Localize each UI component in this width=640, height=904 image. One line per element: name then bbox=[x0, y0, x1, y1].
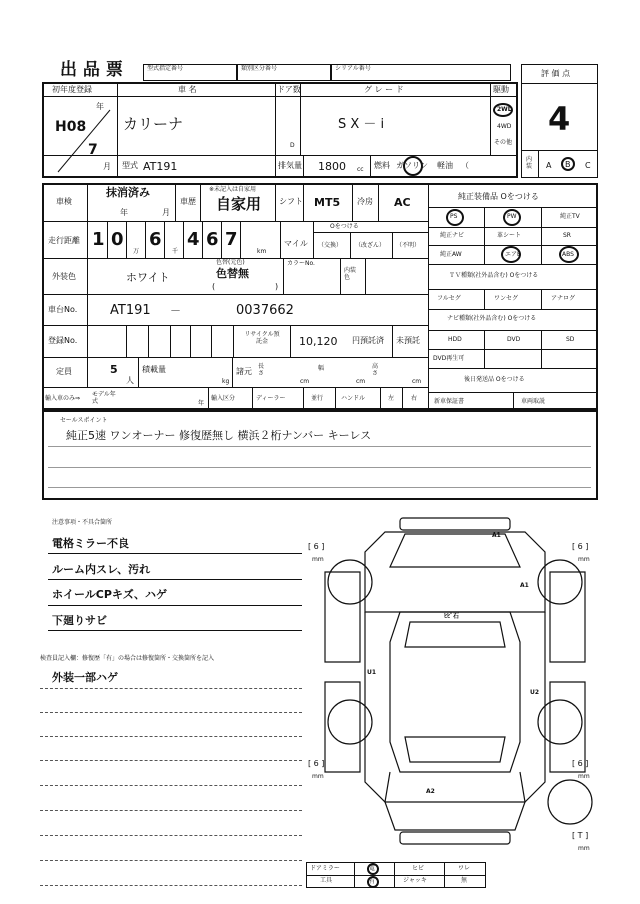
mileage-man: 万 bbox=[133, 248, 140, 255]
recycle-label: リサイクル預託金 bbox=[244, 331, 280, 346]
diagram-label-hibi: ﾋﾋﾞ石 bbox=[444, 613, 460, 620]
chassis-prefix: AT191 bbox=[110, 303, 151, 318]
mileage-digit-4: 6 bbox=[149, 229, 162, 250]
navi-title: ナビ種類(社外品含む) Oをつける bbox=[447, 315, 537, 322]
color-orig-label: 色替(元色) bbox=[216, 259, 245, 266]
fuel-label: 燃料 bbox=[374, 161, 390, 170]
footer-tool-value: 有 bbox=[369, 878, 376, 885]
mileage-fumei: （不明） bbox=[396, 242, 421, 249]
diagram-label-a1-side: A1 bbox=[520, 582, 529, 589]
equip-tv: 純正TV bbox=[560, 213, 580, 220]
mileage-digit-8: 7 bbox=[225, 229, 238, 250]
interior-label: 内装 bbox=[526, 156, 533, 170]
month-mark: 月 bbox=[103, 162, 111, 171]
import-parallel: 並行 bbox=[311, 395, 324, 402]
fuel-gasoline: ガソリン bbox=[396, 161, 428, 170]
inspector-label: 検査員記入欄：修復歴「有」の場合は修復箇所・交換箇所を記入 bbox=[40, 655, 215, 662]
tv-title: ＴＶ種類(社外品含む) Oをつける bbox=[449, 272, 539, 279]
navi-sd: SD bbox=[566, 336, 575, 343]
mileage-kaizan: （改ざん） bbox=[355, 242, 386, 249]
note-item-4: 下廻りサビ bbox=[52, 614, 107, 627]
diagram-label-a1-front: A1 bbox=[492, 532, 501, 539]
shift-label: シフト bbox=[279, 197, 303, 206]
load-label: 積載量 bbox=[142, 365, 166, 374]
after-manual: 車両取説 bbox=[521, 398, 546, 405]
fuel-paren: （ bbox=[461, 161, 469, 170]
shaken-year: 年 bbox=[120, 208, 128, 217]
after-warranty: 新車保証書 bbox=[434, 398, 465, 405]
equip-airbag: エアB bbox=[505, 251, 522, 258]
after-title: 後日発送品 Oをつける bbox=[464, 376, 525, 383]
fuel-diesel: 軽油 bbox=[437, 161, 453, 170]
mileage-tsukeru: Oをつける bbox=[330, 223, 359, 230]
car-diagram bbox=[305, 512, 605, 862]
footer-tools: 工具 bbox=[320, 877, 333, 884]
doors-label: ドア数 bbox=[277, 85, 301, 94]
import-type: 輸入区分 bbox=[211, 395, 236, 402]
note-item-2: ルーム内スレ、汚れ bbox=[52, 563, 151, 576]
serial-label: シリアル番号 bbox=[335, 65, 371, 72]
drive-label: 駆動 bbox=[493, 85, 509, 94]
footer-door-mirror: ドアミラー bbox=[310, 865, 340, 872]
ac-label: 冷房 bbox=[357, 197, 373, 206]
import-dealer: ディーラー bbox=[256, 395, 286, 402]
import-label: 輸入車のみ⇒ bbox=[45, 395, 81, 402]
history-value: 自家用 bbox=[216, 195, 262, 213]
size-height: 高さ bbox=[372, 363, 379, 377]
tire-fl-mm: mm bbox=[312, 556, 324, 563]
color-orig-value: 色替無 bbox=[216, 267, 249, 280]
import-model-year: モデル年式 bbox=[92, 391, 116, 406]
navi-dvd: DVD bbox=[507, 336, 521, 343]
chassis-dash: － bbox=[170, 304, 181, 317]
mileage-mile: マイル bbox=[284, 239, 308, 248]
equip-abs: ABS bbox=[562, 251, 574, 258]
mileage-digit-1: 1 bbox=[92, 229, 105, 250]
score-value: 4 bbox=[548, 100, 571, 138]
color-paren-open: ( bbox=[212, 282, 216, 291]
sales-point-label: セールスポイント bbox=[60, 417, 108, 424]
katashiki-label: 型式指定番号 bbox=[147, 65, 184, 72]
score-label: 評 価 点 bbox=[541, 69, 571, 78]
dvd-play: DVD再生可 bbox=[433, 355, 465, 362]
drive-2wd: 2WD bbox=[497, 106, 513, 113]
size-width: 幅 bbox=[318, 365, 325, 372]
footer-ware: ワレ bbox=[458, 865, 471, 872]
history-note: ※未記入は自家用 bbox=[209, 186, 257, 193]
equip-ps: PS bbox=[450, 213, 458, 220]
shaken-value: 抹消済み bbox=[106, 186, 150, 199]
footer-jack: ジャッキ bbox=[403, 877, 427, 884]
mileage-label: 走行距離 bbox=[48, 236, 80, 245]
tire-spare-mm: mm bbox=[578, 845, 590, 852]
equipment-title: 純正装備品 Oをつける bbox=[458, 192, 539, 201]
first-reg-month: 7 bbox=[88, 142, 98, 158]
color-label: 外装色 bbox=[52, 272, 76, 281]
width-cm: cm bbox=[356, 378, 366, 385]
footer-none: 無 bbox=[461, 877, 468, 884]
capacity-label: 定員 bbox=[56, 367, 72, 376]
drive-4wd: 4WD bbox=[497, 123, 512, 130]
tire-fr: [ 6 ] bbox=[572, 542, 589, 551]
tv-fullseg: フルセグ bbox=[437, 295, 461, 302]
displacement-value: 1800 bbox=[318, 160, 346, 173]
tv-analog: アナログ bbox=[551, 295, 576, 302]
sales-point-text: 純正5速 ワンオーナー 修復歴無し 横浜２桁ナンバー キーレス bbox=[66, 429, 372, 442]
interior-b: B bbox=[565, 160, 571, 169]
mileage-km: km bbox=[257, 248, 267, 255]
tire-rr-mm: mm bbox=[578, 773, 590, 780]
diagram-label-a2: A2 bbox=[426, 788, 435, 795]
doors-value: D bbox=[290, 142, 295, 149]
form-title: 出 品 票 bbox=[60, 60, 123, 80]
ac-value: AC bbox=[394, 196, 411, 209]
cc-unit: cc bbox=[357, 166, 364, 173]
tire-fr-mm: mm bbox=[578, 556, 590, 563]
shift-value: MT5 bbox=[314, 196, 341, 209]
capacity-unit: 人 bbox=[126, 376, 134, 385]
year-mark: 年 bbox=[96, 102, 104, 111]
interior-color-label: 内装色 bbox=[344, 267, 357, 282]
tire-rl-mm: mm bbox=[312, 773, 324, 780]
tire-rr: [ 6 ] bbox=[572, 759, 589, 768]
registration-label: 登録No. bbox=[48, 336, 78, 345]
mileage-digit-2: 0 bbox=[111, 229, 124, 250]
tv-oneseg: ワンセグ bbox=[494, 295, 519, 302]
equip-pw: PW bbox=[507, 213, 517, 220]
color-value: ホワイト bbox=[126, 271, 170, 284]
load-kg: kg bbox=[222, 378, 230, 385]
shaken-month: 月 bbox=[162, 208, 170, 217]
footer-dm-value: 電 bbox=[369, 865, 376, 872]
interior-c: C bbox=[585, 161, 591, 170]
notes-label: 注意事項・不具合箇所 bbox=[52, 519, 113, 526]
shaken-label: 車検 bbox=[56, 197, 72, 206]
color-paren-close: ) bbox=[275, 282, 279, 291]
car-name-label: 車 名 bbox=[178, 85, 197, 94]
diagram-label-u2: U2 bbox=[530, 689, 540, 696]
model-label: 型式 bbox=[122, 161, 138, 170]
car-name: カリーナ bbox=[123, 115, 184, 133]
mileage-koukan: （交換） bbox=[318, 242, 343, 249]
mileage-sen: 千 bbox=[172, 248, 179, 255]
tire-fl: [ 6 ] bbox=[308, 542, 325, 551]
interior-a: A bbox=[546, 161, 552, 170]
recycle-value: 10,120 bbox=[299, 335, 338, 348]
equip-navi: 純正ナビ bbox=[440, 232, 465, 239]
height-cm: cm bbox=[412, 378, 422, 385]
import-right: 右 bbox=[411, 395, 418, 402]
color-no-label: カラーNo. bbox=[287, 260, 315, 267]
equip-sr: SR bbox=[563, 232, 571, 239]
size-length: 長さ bbox=[258, 363, 265, 377]
footer-hibi: ヒビ bbox=[412, 865, 425, 872]
import-year: 年 bbox=[198, 400, 205, 407]
displacement-label: 排気量 bbox=[278, 161, 302, 170]
drive-other: その他 bbox=[494, 139, 513, 146]
model-value: AT191 bbox=[143, 160, 178, 173]
capacity-value: 5 bbox=[110, 363, 118, 376]
ruibetsu-label: 類別区分番号 bbox=[241, 65, 278, 72]
first-reg-label: 初年度登録 bbox=[52, 85, 92, 94]
grade-label: グ レ ー ド bbox=[364, 85, 404, 94]
import-left: 左 bbox=[388, 395, 395, 402]
grade-value: S X － i bbox=[338, 117, 385, 132]
inspector-text: 外装一部ハゲ bbox=[52, 671, 118, 684]
equip-leather: 革シート bbox=[497, 232, 522, 239]
tire-rl: [ 6 ] bbox=[308, 759, 325, 768]
tire-spare: [ T ] bbox=[572, 831, 589, 840]
note-item-3: ホイールCPキズ、ハゲ bbox=[52, 588, 168, 601]
fuel-gasoline-circle bbox=[403, 156, 423, 176]
mileage-digit-7: 6 bbox=[206, 229, 219, 250]
mileage-digit-6: 4 bbox=[187, 229, 200, 250]
recycle-unit: 円預託済 bbox=[352, 336, 384, 345]
size-label: 諸元 bbox=[236, 367, 252, 376]
import-handle: ハンドル bbox=[341, 395, 366, 402]
equip-aw: 純正AW bbox=[440, 251, 462, 258]
chassis-label: 車台No. bbox=[48, 305, 78, 314]
recycle-not-deposited: 未預託 bbox=[396, 336, 420, 345]
note-item-1: 電格ミラー不良 bbox=[52, 537, 129, 550]
history-label: 車歴 bbox=[180, 197, 196, 206]
length-cm: cm bbox=[300, 378, 310, 385]
chassis-number: 0037662 bbox=[236, 303, 294, 318]
diagram-label-u1: U1 bbox=[367, 669, 377, 676]
first-reg-year: H08 bbox=[55, 119, 87, 135]
navi-hdd: HDD bbox=[448, 336, 462, 343]
